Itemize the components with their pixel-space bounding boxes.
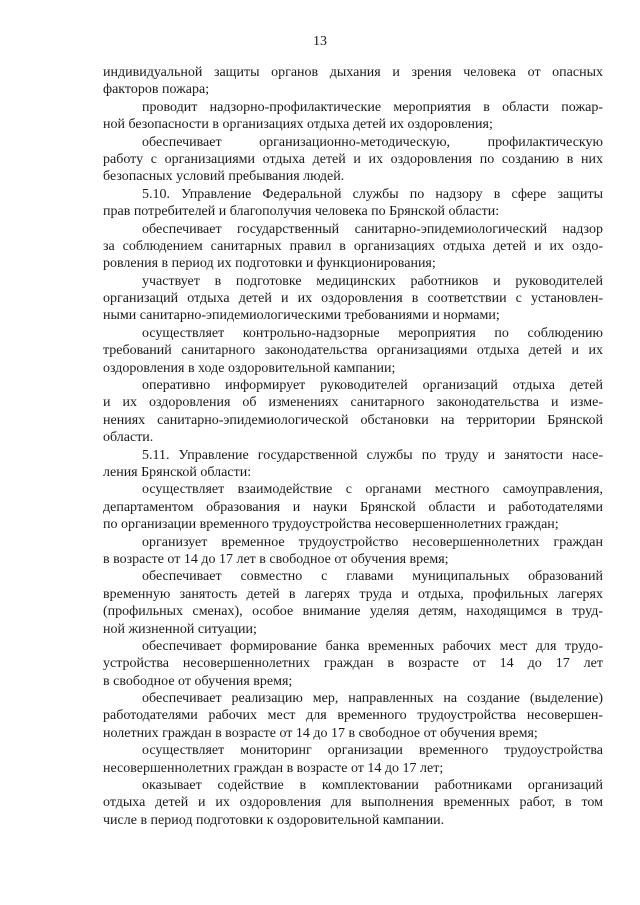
text-line: обеспечивает формирование банка временных рабочих мест для трудо-	[142, 638, 603, 654]
text-line: ровления в период их подготовки и функционирования;	[103, 256, 436, 272]
document-body	[103, 64, 603, 829]
text-line: требований санитарного законодательства организациями отдыха детей и их	[103, 343, 603, 359]
text-line: работу с организациями отдыха детей и их оздоровления по созданию в них	[103, 151, 603, 167]
page-number: 13	[313, 34, 327, 49]
text-line: участвует в подготовке медицинских работников и руководителей	[142, 273, 603, 289]
text-line: в свободное от обучения время;	[103, 673, 293, 689]
text-line: 5.11. Управление государственной службы по труду и занятости насе-	[142, 447, 603, 463]
text-line: и их оздоровления об изменениях санитарного законодательства и изме-	[103, 395, 603, 411]
text-line: оздоровления в ходе оздоровительной кампании;	[103, 360, 396, 376]
text-line: области.	[103, 430, 154, 446]
text-line: временную занятость детей в лагерях труда и отдыха, профильных лагерях	[103, 586, 603, 602]
text-line: факторов пожара;	[103, 82, 210, 98]
text-line: по организации временного трудоустройства несовершеннолетних граждан;	[103, 517, 559, 533]
text-line: устройства несовершеннолетних граждан в возрасте от 14 до 17 лет	[103, 656, 603, 672]
text-line: ной жизненной ситуации;	[103, 621, 257, 637]
text-line: отдыха детей и их оздоровления для выполнения временных работ, в том	[103, 795, 603, 811]
text-line: 5.10. Управление Федеральной службы по надзору в сфере защиты	[142, 186, 603, 202]
text-line: обеспечивает государственный санитарно-эпидемиологический надзор	[142, 221, 603, 237]
text-line: осуществляет контрольно-надзорные мероприятия по соблюдению	[142, 325, 603, 341]
text-line: оказывает содействие в комплектовании работниками организаций	[142, 778, 603, 794]
text-line: прав потребителей и благополучия человека по Брянской области:	[103, 204, 500, 220]
text-line: организует временное трудоустройство несовершеннолетних граждан	[142, 534, 603, 550]
text-line: организаций отдыха детей и их оздоровления в соответствии с установлен-	[103, 291, 603, 307]
text-line: нениях санитарно-эпидемиологической обстановки на территории Брянской	[103, 412, 603, 428]
text-line: безопасных условий пребывания людей.	[103, 169, 345, 185]
text-line: числе в период подготовки к оздоровительной кампании.	[103, 812, 445, 828]
text-line: обеспечивает совместно с главами муниципальных образований	[142, 569, 603, 585]
text-line: в возрасте от 14 до 17 лет в свободное от обучения время;	[103, 551, 449, 567]
text-line: за соблюдением санитарных правил в организациях отдыха детей и их оздо-	[103, 238, 603, 254]
text-line: проводит надзорно-профилактические мероприятия в области пожар-	[142, 99, 603, 115]
text-line: индивидуальной защиты органов дыхания и зрения человека от опасных	[103, 65, 603, 80]
text-line: осуществляет взаимодействие с органами местного самоуправления,	[142, 482, 603, 498]
text-line: обеспечивает организационно-методическую, профилактическую	[142, 134, 603, 150]
text-line: осуществляет мониторинг организации временного трудоустройства	[142, 743, 603, 759]
text-line: обеспечивает реализацию мер, направленных на создание (выделение)	[142, 691, 603, 707]
text-line: ления Брянской области:	[103, 464, 252, 480]
text-line: (профильных сменах), особое внимание уделяя детям, находящимся в труд-	[103, 604, 603, 620]
text-line: ными санитарно-эпидемиологическими требованиями и нормами;	[103, 308, 500, 324]
text-line: оперативно информирует руководителей организаций отдыха детей	[142, 378, 603, 394]
text-line: департаментом образования и науки Брянской области и работодателями	[103, 499, 603, 515]
text-line: несовершеннолетних граждан в возрасте от 14 до 17 лет;	[103, 760, 444, 776]
text-line: ной безопасности в организациях отдыха детей их оздоровления;	[103, 117, 493, 133]
text-line: работодателями рабочих мест для временного трудоустройства несовершен-	[103, 708, 603, 724]
text-line: нолетних граждан в возрасте от 14 до 17 в свободное от обучения время;	[103, 725, 538, 741]
